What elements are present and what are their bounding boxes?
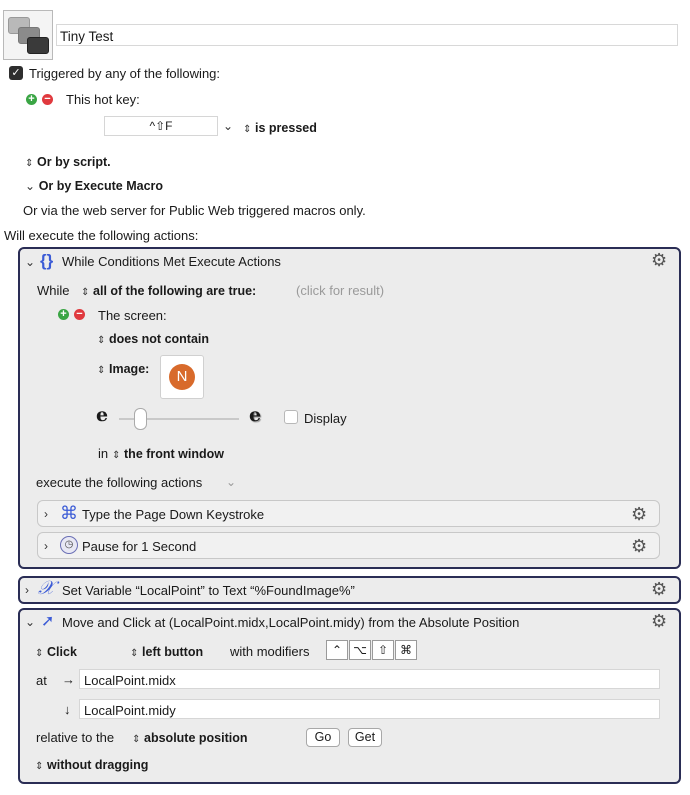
gear-icon[interactable]: ⚙ xyxy=(631,504,648,524)
hotkey-label: This hot key: xyxy=(66,92,140,107)
image-popup[interactable] xyxy=(97,361,149,376)
while-action-title: While Conditions Met Execute Actions xyxy=(62,254,281,269)
updown-icon: ⇕ xyxy=(130,648,139,659)
curly-braces-icon: {} xyxy=(40,251,54,270)
move-click-title: Move and Click at (LocalPoint.midx,LocalPoint.midy) from the Absolute Position xyxy=(62,615,520,630)
hotkey-state-label: is pressed xyxy=(255,121,317,135)
relative-position-label: absolute position xyxy=(144,731,248,745)
expand-chevron-icon[interactable]: › xyxy=(25,583,29,597)
updown-icon: ⇕ xyxy=(25,158,34,169)
remove-trigger-icon[interactable]: − xyxy=(42,94,53,105)
triggered-header: Triggered by any of the following: xyxy=(29,66,221,81)
updown-icon: ⇕ xyxy=(35,761,44,772)
gear-icon[interactable]: ⚙ xyxy=(651,579,668,599)
click-mode-popup[interactable] xyxy=(35,644,77,659)
image-label: Image: xyxy=(109,362,150,376)
or-by-script-toggle[interactable] xyxy=(25,154,111,169)
contains-mode-popup[interactable] xyxy=(97,331,209,346)
web-note: Or via the web server for Public Web triggered macros only. xyxy=(23,203,366,218)
found-image-n-icon: N xyxy=(169,364,195,390)
display-label: Display xyxy=(304,411,347,426)
arrow-down-icon: ↓ xyxy=(64,702,71,717)
click-mode-label: Click xyxy=(47,645,77,659)
hotkey-state-popup[interactable] xyxy=(243,120,317,135)
in-label: in xyxy=(98,446,109,461)
gear-icon[interactable]: ⚙ xyxy=(651,611,668,631)
relative-label: relative to the xyxy=(36,730,115,745)
click-for-result[interactable]: (click for result) xyxy=(296,283,385,298)
collapse-chevron-icon[interactable]: ⌄ xyxy=(25,615,36,629)
gear-icon[interactable]: ⚙ xyxy=(651,250,668,270)
execute-following-label: execute the following actions xyxy=(36,475,203,490)
updown-icon: ⇕ xyxy=(132,734,141,745)
mouse-button-label: left button xyxy=(142,645,204,659)
set-variable-title: Set Variable “LocalPoint” to Text “%FoundImage%” xyxy=(62,583,355,598)
expand-chevron-icon[interactable]: › xyxy=(44,539,48,553)
chevron-down-icon: ⌄ xyxy=(25,179,36,193)
y-coordinate-field[interactable]: LocalPoint.midy xyxy=(79,699,660,719)
gear-icon[interactable]: ⚙ xyxy=(631,536,648,556)
macro-name-field[interactable]: Tiny Test xyxy=(56,24,678,46)
in-target-label: the front window xyxy=(124,447,224,461)
arrow-right-icon: → xyxy=(62,672,75,687)
fuzz-slider-thumb[interactable] xyxy=(134,408,147,430)
fuzz-low-label: e xyxy=(96,404,109,426)
in-target-popup[interactable] xyxy=(112,446,224,461)
relative-position-popup[interactable] xyxy=(132,730,248,745)
will-execute-label: Will execute the following actions: xyxy=(4,228,199,243)
get-button[interactable]: Get xyxy=(348,728,382,747)
updown-icon: ⇕ xyxy=(243,124,252,135)
image-well[interactable] xyxy=(160,355,204,399)
drag-mode-popup[interactable] xyxy=(35,757,148,772)
triggered-checkbox[interactable]: ✓ xyxy=(9,66,23,80)
add-condition-icon[interactable]: + xyxy=(58,309,69,320)
updown-icon: ⇕ xyxy=(81,287,90,298)
remove-condition-icon[interactable]: − xyxy=(74,309,85,320)
stopwatch-icon: ◷ xyxy=(60,536,78,554)
command-key-toggle[interactable]: ⌘ xyxy=(395,640,417,660)
screen-label: The screen: xyxy=(98,308,167,323)
display-checkbox[interactable] xyxy=(284,410,298,424)
command-key-icon: ⌘ xyxy=(60,503,78,523)
variable-x-icon: 𝒳 xyxy=(38,577,55,599)
hotkey-menu-chevron-icon[interactable]: ⌄ xyxy=(223,119,234,133)
or-by-execute-toggle[interactable] xyxy=(25,178,163,193)
chevron-down-icon[interactable]: ⌄ xyxy=(226,475,237,489)
condition-mode-popup[interactable] xyxy=(81,283,256,298)
condition-mode-label: all of the following are true: xyxy=(93,284,257,298)
modifiers-label: with modifiers xyxy=(230,644,310,659)
updown-icon: ⇕ xyxy=(35,648,44,659)
add-trigger-icon[interactable]: + xyxy=(26,94,37,105)
x-coordinate-field[interactable]: LocalPoint.midx xyxy=(79,669,660,689)
or-by-script-label: Or by script. xyxy=(37,155,111,169)
updown-icon: ⇕ xyxy=(97,335,106,346)
hotkey-field[interactable]: ^⇧F xyxy=(104,116,218,136)
go-button[interactable]: Go xyxy=(306,728,340,747)
while-label: While xyxy=(37,283,70,298)
at-label: at xyxy=(36,673,47,688)
sub-action-title: Type the Page Down Keystroke xyxy=(82,507,265,522)
sub-action-title: Pause for 1 Second xyxy=(82,539,197,554)
option-key-toggle[interactable]: ⌥ xyxy=(349,640,371,660)
mouse-click-icon: ➚ xyxy=(41,613,55,630)
mouse-button-popup[interactable] xyxy=(130,644,203,659)
control-key-toggle[interactable]: ⌃ xyxy=(326,640,348,660)
updown-icon: ⇕ xyxy=(112,450,121,461)
fuzz-high-label: e xyxy=(249,404,262,426)
drag-mode-label: without dragging xyxy=(47,758,149,772)
contains-mode-label: does not contain xyxy=(109,332,210,346)
expand-chevron-icon[interactable]: › xyxy=(44,507,48,521)
window-stack-icon-front xyxy=(27,37,49,54)
collapse-chevron-icon[interactable]: ⌄ xyxy=(25,255,36,269)
or-by-execute-label: Or by Execute Macro xyxy=(38,179,164,193)
macro-icon[interactable] xyxy=(3,10,53,60)
updown-icon: ⇕ xyxy=(97,365,106,376)
shift-key-toggle[interactable]: ⇧ xyxy=(372,640,394,660)
